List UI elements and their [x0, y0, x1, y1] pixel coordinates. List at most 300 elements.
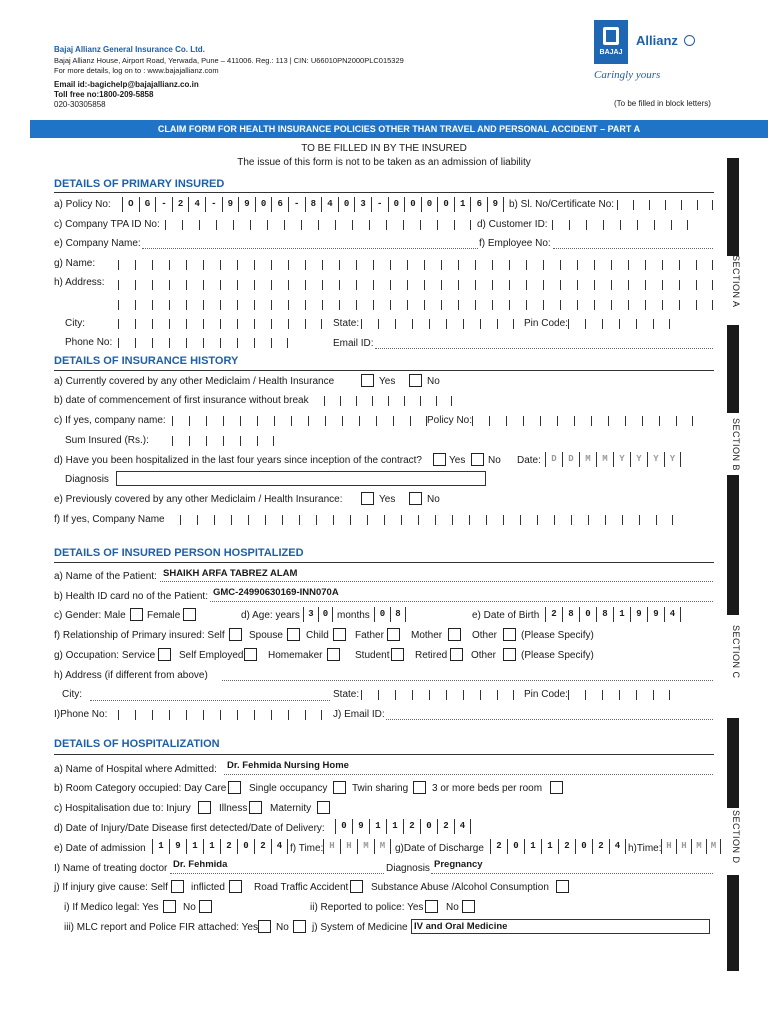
char-box[interactable]: D — [562, 452, 579, 467]
char-box[interactable]: 9 — [222, 197, 239, 212]
char-box[interactable] — [271, 338, 288, 348]
char-box[interactable] — [378, 319, 395, 329]
char-box[interactable] — [352, 220, 369, 230]
char-box[interactable] — [388, 396, 404, 406]
char-box[interactable]: 3 — [354, 197, 371, 212]
char-box[interactable] — [636, 690, 653, 700]
commencement-date-field[interactable] — [324, 391, 452, 406]
char-box[interactable] — [237, 280, 254, 290]
char-box[interactable] — [220, 300, 237, 310]
char-box[interactable] — [420, 220, 437, 230]
char-box[interactable]: 9 — [238, 197, 255, 212]
char-box[interactable] — [250, 220, 267, 230]
sl-no-field[interactable] — [617, 195, 713, 210]
char-box[interactable] — [452, 515, 469, 525]
char-box[interactable] — [361, 690, 378, 700]
char-box[interactable] — [324, 396, 340, 406]
char-box[interactable]: 1 — [186, 839, 203, 854]
char-box[interactable] — [240, 416, 257, 426]
char-box[interactable] — [186, 319, 203, 329]
char-box[interactable] — [220, 710, 237, 720]
char-box[interactable] — [390, 260, 407, 270]
char-box[interactable] — [254, 338, 271, 348]
char-box[interactable] — [237, 338, 254, 348]
char-box[interactable] — [172, 436, 189, 446]
char-box[interactable] — [384, 515, 401, 525]
char-box[interactable] — [152, 710, 169, 720]
due-illness-checkbox[interactable] — [249, 801, 262, 814]
char-box[interactable] — [206, 436, 223, 446]
char-box[interactable] — [206, 416, 223, 426]
char-box[interactable] — [361, 319, 378, 329]
char-box[interactable] — [288, 319, 305, 329]
char-box[interactable] — [372, 396, 388, 406]
char-box[interactable] — [325, 416, 342, 426]
char-box[interactable] — [356, 300, 373, 310]
alt-pin-code-field[interactable] — [568, 685, 670, 700]
char-box[interactable] — [671, 220, 688, 230]
diagnosis-field[interactable] — [116, 471, 486, 486]
admission-date-field[interactable] — [152, 839, 288, 854]
char-box[interactable] — [340, 396, 356, 406]
char-box[interactable]: M — [706, 839, 721, 854]
char-box[interactable] — [135, 300, 152, 310]
char-box[interactable] — [203, 710, 220, 720]
occupation-homemaker-checkbox[interactable] — [327, 648, 340, 661]
char-box[interactable] — [376, 416, 393, 426]
char-box[interactable] — [152, 319, 169, 329]
char-box[interactable] — [568, 319, 585, 329]
char-box[interactable] — [220, 280, 237, 290]
char-box[interactable] — [603, 220, 620, 230]
char-box[interactable] — [223, 416, 240, 426]
char-box[interactable] — [436, 396, 452, 406]
char-box[interactable] — [537, 515, 554, 525]
mlc-report-no-checkbox[interactable] — [293, 920, 306, 933]
char-box[interactable] — [412, 690, 429, 700]
discharge-time-field[interactable] — [661, 839, 721, 854]
char-box[interactable]: Y — [613, 452, 630, 467]
char-box[interactable] — [506, 416, 523, 426]
char-box[interactable] — [395, 690, 412, 700]
char-box[interactable] — [180, 515, 197, 525]
char-box[interactable] — [393, 416, 410, 426]
medico-legal-yes-checkbox[interactable] — [163, 900, 176, 913]
char-box[interactable]: 2 — [220, 839, 237, 854]
char-box[interactable] — [608, 416, 625, 426]
char-box[interactable] — [367, 515, 384, 525]
char-box[interactable]: H — [661, 839, 676, 854]
previously-covered-yes-checkbox[interactable] — [361, 492, 374, 505]
due-injury-checkbox[interactable] — [198, 801, 211, 814]
char-box[interactable] — [152, 338, 169, 348]
char-box[interactable] — [165, 220, 182, 230]
char-box[interactable] — [395, 319, 412, 329]
char-box[interactable]: 0 — [507, 839, 524, 854]
cause-substance-checkbox[interactable] — [556, 880, 569, 893]
char-box[interactable]: 0 — [338, 197, 355, 212]
char-box[interactable] — [233, 220, 250, 230]
char-box[interactable] — [696, 260, 713, 270]
occupation-retired-checkbox[interactable] — [450, 648, 463, 661]
char-box[interactable] — [437, 220, 454, 230]
hospitalized-no-checkbox[interactable] — [471, 453, 484, 466]
char-box[interactable] — [339, 280, 356, 290]
char-box[interactable] — [654, 220, 671, 230]
char-box[interactable] — [681, 200, 697, 210]
char-box[interactable] — [594, 300, 611, 310]
police-report-yes-checkbox[interactable] — [425, 900, 438, 913]
char-box[interactable] — [520, 515, 537, 525]
char-box[interactable]: Y — [647, 452, 664, 467]
char-box[interactable] — [237, 300, 254, 310]
char-box[interactable] — [645, 300, 662, 310]
char-box[interactable] — [412, 319, 429, 329]
medico-legal-no-checkbox[interactable] — [199, 900, 212, 913]
char-box[interactable] — [274, 416, 291, 426]
char-box[interactable] — [628, 280, 645, 290]
char-box[interactable]: 9 — [487, 197, 504, 212]
char-box[interactable] — [472, 416, 489, 426]
char-box[interactable]: 4 — [664, 607, 681, 622]
char-box[interactable]: M — [579, 452, 596, 467]
char-box[interactable] — [386, 220, 403, 230]
char-box[interactable] — [446, 319, 463, 329]
char-box[interactable] — [585, 319, 602, 329]
char-box[interactable]: 2 — [254, 839, 271, 854]
alt-city-field[interactable] — [90, 700, 330, 701]
occupation-student-checkbox[interactable] — [391, 648, 404, 661]
char-box[interactable]: - — [288, 197, 305, 212]
char-box[interactable] — [271, 319, 288, 329]
state-field[interactable] — [361, 314, 514, 329]
char-box[interactable] — [203, 338, 220, 348]
char-box[interactable] — [543, 260, 560, 270]
mlc-report-yes-checkbox[interactable] — [258, 920, 271, 933]
char-box[interactable]: 9 — [169, 839, 186, 854]
char-box[interactable] — [696, 300, 713, 310]
char-box[interactable] — [403, 220, 420, 230]
occupation-other-checkbox[interactable] — [503, 648, 516, 661]
alt-address-field[interactable] — [222, 680, 713, 681]
address-field-2[interactable] — [118, 295, 713, 310]
char-box[interactable] — [424, 260, 441, 270]
char-box[interactable] — [696, 280, 713, 290]
char-box[interactable] — [333, 515, 350, 525]
char-box[interactable]: 2 — [403, 819, 420, 834]
due-maternity-checkbox[interactable] — [317, 801, 330, 814]
char-box[interactable]: 1 — [541, 839, 558, 854]
char-box[interactable] — [574, 416, 591, 426]
char-box[interactable] — [305, 260, 322, 270]
char-box[interactable] — [186, 260, 203, 270]
hospitalized-yes-checkbox[interactable] — [433, 453, 446, 466]
char-box[interactable] — [254, 280, 271, 290]
char-box[interactable] — [469, 515, 486, 525]
char-box[interactable] — [543, 280, 560, 290]
char-box[interactable]: 0 — [237, 839, 254, 854]
char-box[interactable]: G — [139, 197, 156, 212]
char-box[interactable]: 1 — [613, 607, 630, 622]
char-box[interactable] — [135, 338, 152, 348]
customer-id-field[interactable] — [552, 215, 688, 230]
gender-female-checkbox[interactable] — [183, 608, 196, 621]
patient-name-field[interactable] — [160, 581, 713, 582]
char-box[interactable] — [569, 220, 586, 230]
admission-time-field[interactable] — [323, 839, 391, 854]
char-box[interactable] — [642, 416, 659, 426]
relationship-mother-checkbox[interactable] — [448, 628, 461, 641]
police-report-no-checkbox[interactable] — [462, 900, 475, 913]
char-box[interactable] — [637, 220, 654, 230]
char-box[interactable] — [118, 280, 135, 290]
occupation-service-checkbox[interactable] — [158, 648, 171, 661]
room-daycare-checkbox[interactable] — [228, 781, 241, 794]
char-box[interactable]: 9 — [630, 607, 647, 622]
char-box[interactable] — [199, 220, 216, 230]
char-box[interactable] — [254, 300, 271, 310]
char-box[interactable] — [271, 710, 288, 720]
char-box[interactable] — [424, 300, 441, 310]
char-box[interactable] — [602, 319, 619, 329]
char-box[interactable] — [554, 515, 571, 525]
char-box[interactable]: Y — [664, 452, 681, 467]
char-box[interactable] — [339, 300, 356, 310]
char-box[interactable] — [254, 319, 271, 329]
char-box[interactable] — [271, 260, 288, 270]
char-box[interactable] — [407, 280, 424, 290]
char-box[interactable] — [649, 200, 665, 210]
char-box[interactable] — [636, 319, 653, 329]
char-box[interactable] — [617, 200, 633, 210]
char-box[interactable] — [305, 710, 322, 720]
char-box[interactable] — [480, 319, 497, 329]
char-box[interactable] — [186, 338, 203, 348]
char-box[interactable]: 1 — [203, 839, 220, 854]
char-box[interactable]: 6 — [271, 197, 288, 212]
char-box[interactable]: O — [122, 197, 139, 212]
char-box[interactable]: 0 — [404, 197, 421, 212]
char-box[interactable] — [557, 416, 574, 426]
char-box[interactable] — [373, 280, 390, 290]
char-box[interactable] — [231, 515, 248, 525]
char-box[interactable] — [497, 690, 514, 700]
age-years-field[interactable] — [303, 607, 333, 622]
char-box[interactable] — [503, 515, 520, 525]
char-box[interactable] — [169, 260, 186, 270]
char-box[interactable]: H — [676, 839, 691, 854]
char-box[interactable] — [475, 260, 492, 270]
char-box[interactable] — [282, 515, 299, 525]
char-box[interactable]: 8 — [596, 607, 613, 622]
char-box[interactable] — [628, 300, 645, 310]
char-box[interactable] — [543, 300, 560, 310]
char-box[interactable] — [284, 220, 301, 230]
char-box[interactable] — [659, 416, 676, 426]
char-box[interactable] — [356, 260, 373, 270]
char-box[interactable] — [577, 300, 594, 310]
char-box[interactable]: 8 — [390, 607, 406, 622]
char-box[interactable] — [223, 436, 240, 446]
room-single-checkbox[interactable] — [333, 781, 346, 794]
char-box[interactable] — [611, 260, 628, 270]
char-box[interactable] — [441, 260, 458, 270]
char-box[interactable]: M — [374, 839, 391, 854]
char-box[interactable] — [585, 690, 602, 700]
diagnosis-d-field[interactable] — [431, 873, 713, 874]
currently-covered-no-checkbox[interactable] — [409, 374, 422, 387]
char-box[interactable] — [676, 416, 693, 426]
discharge-date-field[interactable] — [490, 839, 626, 854]
char-box[interactable] — [186, 300, 203, 310]
health-id-field[interactable] — [210, 601, 713, 602]
char-box[interactable] — [118, 319, 135, 329]
char-box[interactable] — [407, 260, 424, 270]
char-box[interactable] — [540, 416, 557, 426]
char-box[interactable]: 9 — [352, 819, 369, 834]
char-box[interactable]: 1 — [386, 819, 403, 834]
char-box[interactable]: - — [371, 197, 388, 212]
char-box[interactable] — [653, 690, 670, 700]
room-twin-checkbox[interactable] — [413, 781, 426, 794]
char-box[interactable] — [203, 319, 220, 329]
char-box[interactable] — [633, 200, 649, 210]
cause-road-checkbox[interactable] — [350, 880, 363, 893]
char-box[interactable] — [291, 416, 308, 426]
char-box[interactable] — [577, 280, 594, 290]
char-box[interactable] — [237, 710, 254, 720]
char-box[interactable] — [571, 515, 588, 525]
tpa-id-field[interactable] — [165, 215, 471, 230]
char-box[interactable] — [220, 319, 237, 329]
char-box[interactable]: M — [357, 839, 374, 854]
char-box[interactable]: H — [340, 839, 357, 854]
char-box[interactable]: 0 — [388, 197, 405, 212]
char-box[interactable] — [656, 515, 673, 525]
char-box[interactable] — [625, 416, 642, 426]
char-box[interactable] — [611, 300, 628, 310]
char-box[interactable] — [288, 300, 305, 310]
char-box[interactable] — [429, 319, 446, 329]
char-box[interactable] — [356, 280, 373, 290]
char-box[interactable] — [568, 690, 585, 700]
char-box[interactable] — [189, 416, 206, 426]
relationship-other-checkbox[interactable] — [503, 628, 516, 641]
char-box[interactable] — [424, 280, 441, 290]
char-box[interactable] — [586, 220, 603, 230]
char-box[interactable]: D — [545, 452, 562, 467]
char-box[interactable]: 9 — [647, 607, 664, 622]
char-box[interactable] — [322, 280, 339, 290]
char-box[interactable] — [237, 260, 254, 270]
char-box[interactable] — [602, 690, 619, 700]
char-box[interactable] — [662, 280, 679, 290]
char-box[interactable] — [458, 300, 475, 310]
company-name-field[interactable] — [142, 248, 478, 249]
char-box[interactable]: - — [155, 197, 172, 212]
char-box[interactable] — [322, 260, 339, 270]
char-box[interactable] — [390, 300, 407, 310]
char-box[interactable] — [189, 436, 206, 446]
char-box[interactable] — [620, 220, 637, 230]
char-box[interactable]: 0 — [575, 839, 592, 854]
char-box[interactable] — [265, 515, 282, 525]
alt-state-field[interactable] — [361, 685, 514, 700]
char-box[interactable] — [526, 280, 543, 290]
system-medicine-field[interactable] — [411, 919, 710, 934]
char-box[interactable] — [509, 260, 526, 270]
relationship-child-checkbox[interactable] — [333, 628, 346, 641]
char-box[interactable] — [560, 280, 577, 290]
employee-no-field[interactable] — [553, 248, 713, 249]
char-box[interactable] — [322, 300, 339, 310]
char-box[interactable] — [203, 300, 220, 310]
char-box[interactable] — [475, 280, 492, 290]
char-box[interactable] — [152, 260, 169, 270]
char-box[interactable] — [135, 280, 152, 290]
char-box[interactable] — [404, 396, 420, 406]
char-box[interactable] — [577, 260, 594, 270]
char-box[interactable]: 0 — [420, 819, 437, 834]
char-box[interactable]: 2 — [558, 839, 575, 854]
char-box[interactable]: 0 — [255, 197, 272, 212]
cause-inflicted-checkbox[interactable] — [229, 880, 242, 893]
char-box[interactable] — [492, 280, 509, 290]
char-box[interactable] — [186, 710, 203, 720]
char-box[interactable] — [486, 515, 503, 525]
char-box[interactable] — [271, 280, 288, 290]
char-box[interactable] — [560, 300, 577, 310]
char-box[interactable] — [373, 300, 390, 310]
char-box[interactable] — [662, 300, 679, 310]
char-box[interactable] — [237, 319, 254, 329]
char-box[interactable] — [679, 280, 696, 290]
char-box[interactable] — [169, 338, 186, 348]
char-box[interactable] — [526, 300, 543, 310]
char-box[interactable] — [356, 396, 372, 406]
char-box[interactable] — [407, 300, 424, 310]
char-box[interactable] — [454, 220, 471, 230]
char-box[interactable] — [186, 280, 203, 290]
char-box[interactable] — [401, 515, 418, 525]
char-box[interactable] — [492, 300, 509, 310]
char-box[interactable] — [435, 515, 452, 525]
char-box[interactable] — [492, 260, 509, 270]
doctor-name-field[interactable] — [170, 873, 384, 874]
char-box[interactable]: 1 — [152, 839, 169, 854]
currently-covered-yes-checkbox[interactable] — [361, 374, 374, 387]
pin-code-field[interactable] — [568, 314, 670, 329]
char-box[interactable] — [429, 690, 446, 700]
char-box[interactable] — [475, 300, 492, 310]
char-box[interactable] — [118, 710, 135, 720]
char-box[interactable] — [288, 280, 305, 290]
char-box[interactable] — [254, 710, 271, 720]
char-box[interactable]: 0 — [318, 607, 333, 622]
char-box[interactable]: 0 — [437, 197, 454, 212]
prev-policy-no-field[interactable] — [472, 411, 693, 426]
room-3plus-checkbox[interactable] — [550, 781, 563, 794]
char-box[interactable] — [653, 319, 670, 329]
char-box[interactable] — [591, 416, 608, 426]
address-field-1[interactable] — [118, 275, 713, 290]
char-box[interactable] — [240, 436, 257, 446]
dob-field[interactable] — [545, 607, 681, 622]
char-box[interactable] — [271, 300, 288, 310]
char-box[interactable] — [552, 220, 569, 230]
char-box[interactable] — [458, 280, 475, 290]
char-box[interactable] — [645, 260, 662, 270]
